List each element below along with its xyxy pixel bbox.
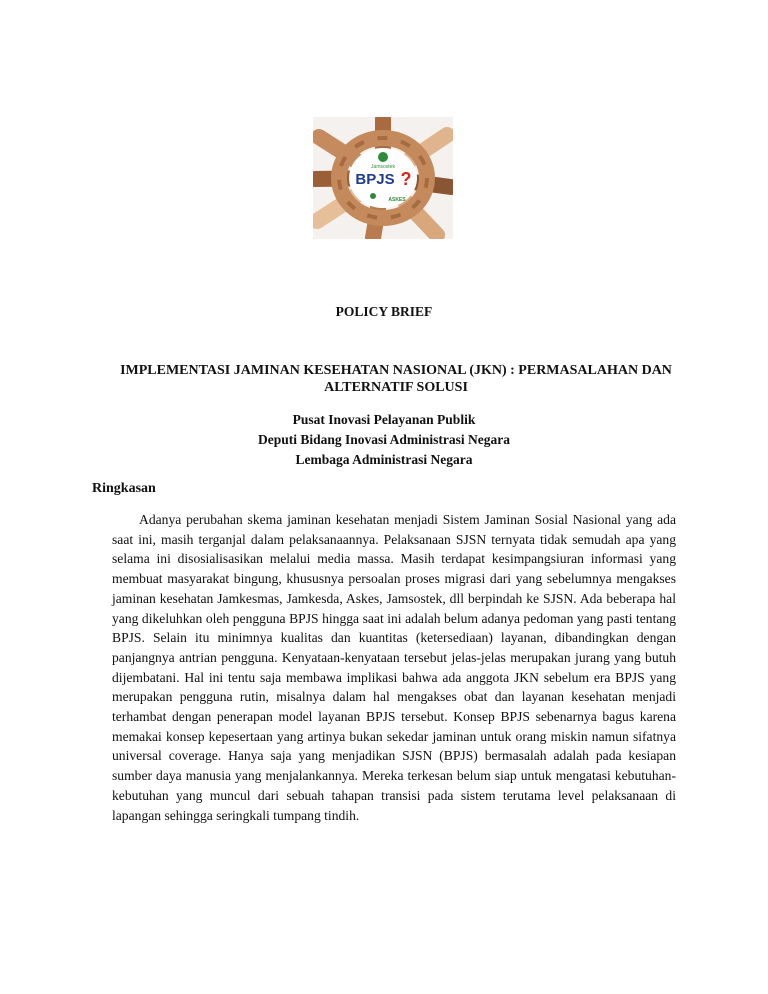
logo-label-top: Jamsostek xyxy=(371,164,395,170)
institution-line: Deputi Bidang Inovasi Administrasi Negara xyxy=(257,432,511,447)
document-title: IMPLEMENTASI JAMINAN KESEHATAN NASIONAL (JKN) : PERMASALAHAN DAN ALTERNATIF SOLUSI xyxy=(120,363,672,395)
section-heading-ringkasan: Ringkasan xyxy=(92,481,156,496)
institution-line: Lembaga Administrasi Negara xyxy=(295,452,473,467)
institution-block xyxy=(0,410,768,470)
logo-question-mark: ? xyxy=(400,169,412,189)
hands-circle-icon xyxy=(313,117,453,239)
logo-label-bottom: ASKES xyxy=(388,197,406,203)
institution-line: Pusat Inovasi Pelayanan Publik xyxy=(292,412,476,427)
summary-paragraph: Adanya perubahan skema jaminan kesehatan menjadi Sistem Jaminan Sosial Nasional yang ada saat ini, masih terganjal dalam pelaksanaannya. Pelaksanaan SJSN ternyata tidak semudah apa yang selama ini disosialisasikan melalui media massa. Masih terdapat kesimpangsiuran informasi yang membuat masyarakat bingung, khususnya persoalan proses migrasi dari yang sebelumnya mengakses jaminan kesehatan Jamkesmas, Jamkesda, Askes, Jamsostek, dll berpindah ke SJSN. Ada beberapa hal yang dikeluhkan oleh pengguna BPJS hingga saat ini adalah belum adanya pedoman yang pasti tentang BPJS. Selain itu minimnya kualitas dan kuantitas (ketersediaan) layanan, dibandingkan dengan panjangnya antrian pengguna. Kenyataan-kenyataan tersebut jelas-jelas merupakan jurang yang butuh dijembatani. Hal ini tentu saja membawa implikasi bahwa ada anggota JKN sebelum era BPJS yang merupakan pengguna rutin, misalnya dalam hal mengakses obat dan layanan kesehatan menjadi terhambat dengan penerapan model layanan BPJS tersebut. Konsep BPJS sebenarnya bagus karena memakai konsep kepesertaan yang artinya bukan sekedar jaminan untuk orang miskin namun sifatnya universal coverage. Hanya saja yang menjadikan SJSN (BPJS) bermasalah adalah pada kesiapan sumber daya manusia yang menjalankannya. Mereka terkesan belum siap untuk mengatasi kebutuhan-kebutuhan yang muncul dari sebuah tahapan transisi pada sistem terutama level pelaksanaan di lapangan sehingga seringkali tumpang tindih. xyxy=(112,512,676,823)
policy-brief-label: POLICY BRIEF xyxy=(335,304,433,319)
bpjs-hands-logo xyxy=(313,117,453,239)
logo-center-text: BPJS xyxy=(355,171,395,188)
